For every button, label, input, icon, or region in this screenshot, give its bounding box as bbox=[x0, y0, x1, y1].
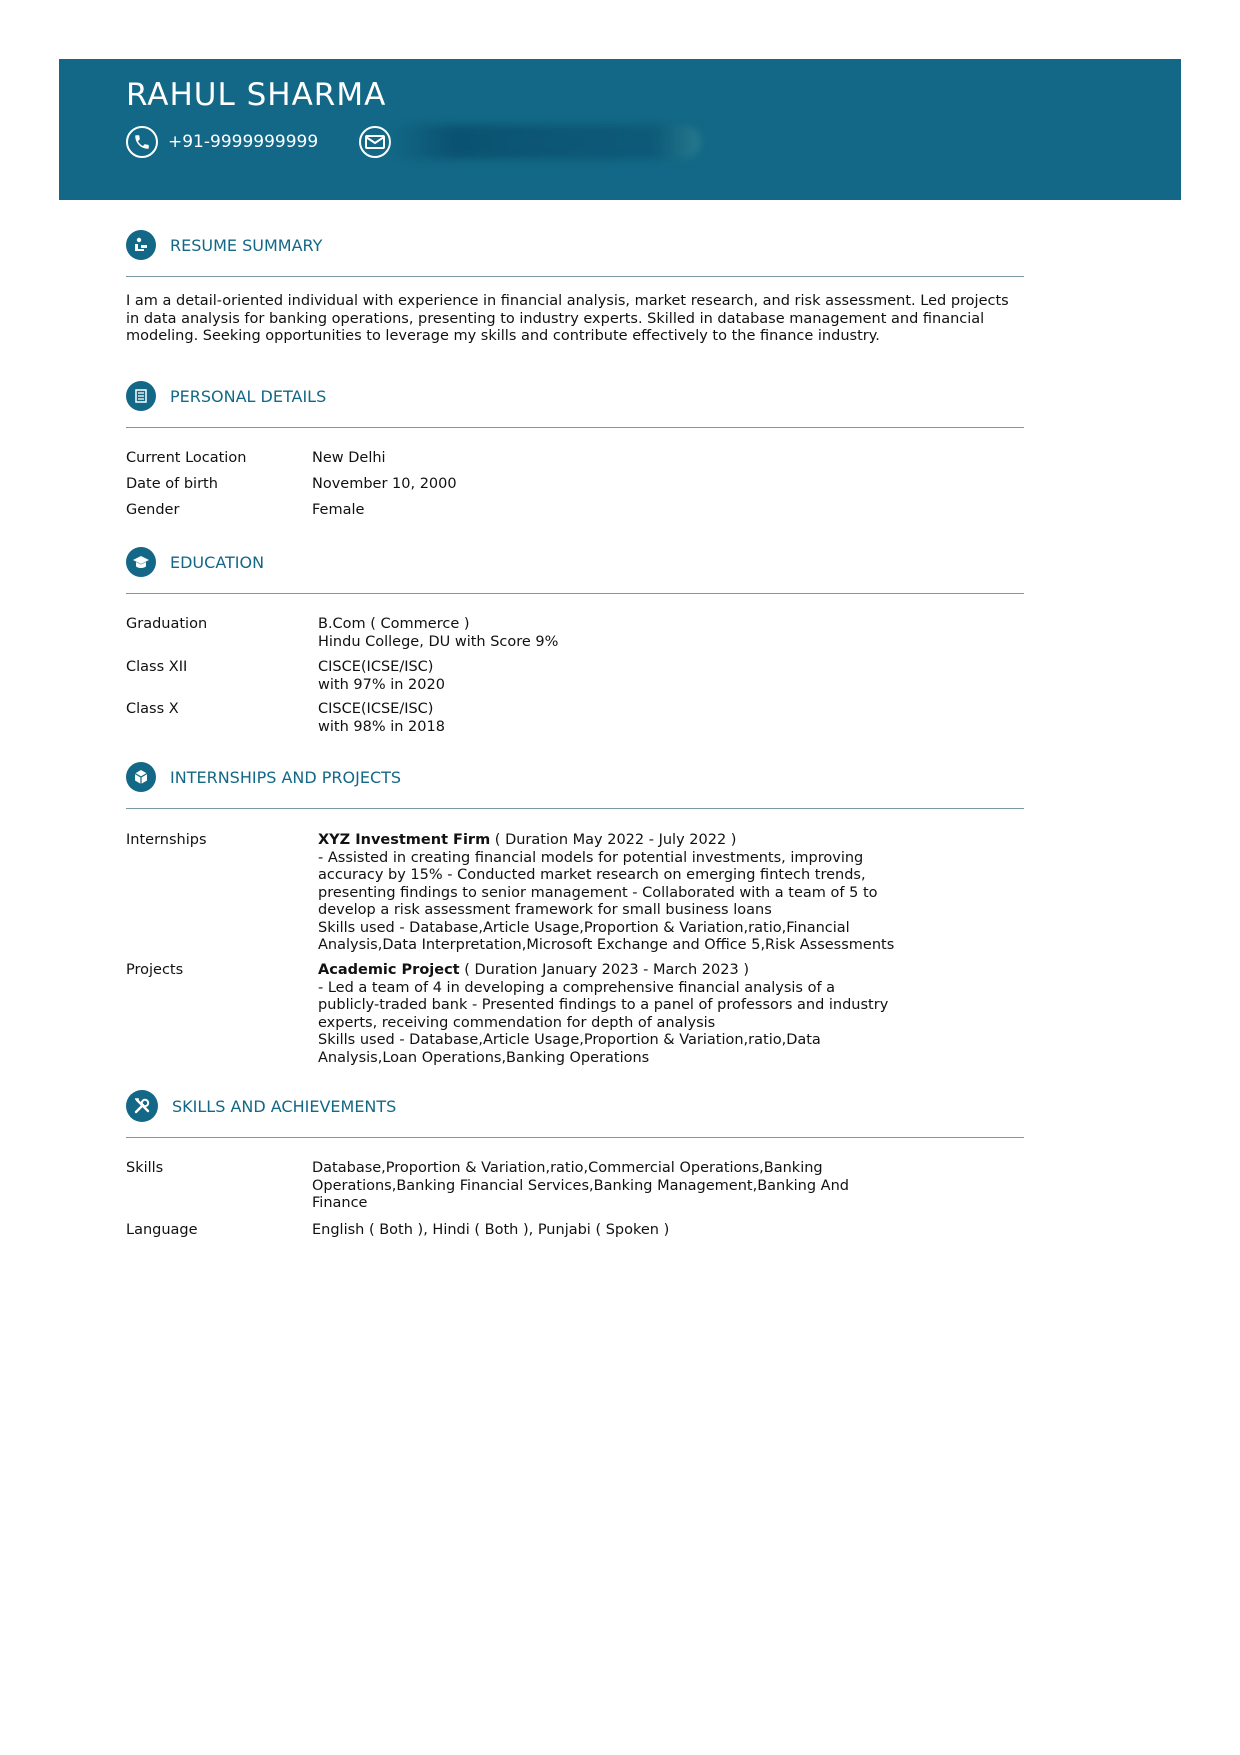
internship-skills-line: Skills used - Database,Article Usage,Proportion & Variation,ratio,Financial bbox=[318, 919, 850, 936]
detail-label: Current Location bbox=[126, 450, 247, 466]
internship-line: - Assisted in creating financial models for potential investments, improving bbox=[318, 849, 864, 866]
summary-icon bbox=[126, 230, 156, 260]
email-contact bbox=[359, 126, 701, 158]
detail-value: New Delhi bbox=[312, 450, 386, 466]
section-title: PERSONAL DETAILS bbox=[170, 386, 327, 406]
education-degree: B.Com ( Commerce ) bbox=[318, 616, 470, 632]
cube-icon bbox=[126, 762, 156, 792]
internship-org: XYZ Investment Firm bbox=[318, 832, 491, 848]
education-score: with 97% in 2020 bbox=[318, 676, 445, 693]
internship-skills-line: Analysis,Data Interpretation,Microsoft Exchange and Office 5,Risk Assessments bbox=[318, 937, 895, 953]
skills-line: Operations,Banking Financial Services,Banking Management,Banking And bbox=[312, 1177, 849, 1194]
section-divider bbox=[126, 593, 1024, 594]
section-internships-header bbox=[126, 762, 401, 792]
internship-line: presenting findings to senior management - Collaborated with a team of 5 to bbox=[318, 884, 878, 901]
entry-label: Internships bbox=[126, 832, 207, 848]
project-skills-line: Skills used - Database,Article Usage,Proportion & Variation,ratio,Data bbox=[318, 1032, 821, 1048]
internship-line: accuracy by 15% - Conducted market research on emerging fintech trends, bbox=[318, 867, 866, 883]
skills-line: Database,Proportion & Variation,ratio,Commercial Operations,Banking bbox=[312, 1160, 823, 1176]
education-label: Class XII bbox=[126, 659, 188, 675]
phone-contact bbox=[126, 126, 318, 158]
section-divider bbox=[126, 808, 1024, 809]
detail-label: Gender bbox=[126, 502, 180, 518]
email-icon bbox=[359, 126, 391, 158]
project-details bbox=[318, 962, 888, 1067]
internship-details bbox=[318, 832, 894, 955]
education-score: with 98% in 2018 bbox=[318, 718, 445, 735]
section-divider bbox=[126, 427, 1024, 428]
education-institution: Hindu College, DU with Score 9% bbox=[318, 633, 559, 650]
internship-line: develop a risk assessment framework for small business loans bbox=[318, 902, 772, 918]
phone-number[interactable]: +91-9999999999 bbox=[168, 132, 319, 152]
summary-text: I am a detail-oriented individual with experience in financial analysis, market research, and risk assessment. Led projects in data analysis for banking operations, presenting to industry experts. Skilled in database management and financial modeling. Seeking opportunities to leverage my skills and contribute effectively to the finance industry. bbox=[126, 293, 1009, 344]
project-line: experts, receiving commendation for depth of analysis bbox=[318, 1014, 716, 1031]
detail-value: November 10, 2000 bbox=[312, 476, 457, 492]
detail-value: Female bbox=[312, 502, 365, 518]
phone-icon bbox=[126, 126, 158, 158]
internship-duration: ( Duration May 2022 - July 2022 ) bbox=[490, 832, 737, 848]
details-list-icon bbox=[126, 381, 156, 411]
section-divider bbox=[126, 1137, 1024, 1138]
language-value: English ( Both ), Hindi ( Both ), Punjabi ( Spoken ) bbox=[312, 1222, 670, 1238]
education-board: CISCE(ICSE/ISC) bbox=[318, 659, 434, 675]
project-skills-line: Analysis,Loan Operations,Banking Operations bbox=[318, 1049, 650, 1066]
tools-icon bbox=[126, 1090, 158, 1122]
entry-label: Projects bbox=[126, 962, 184, 978]
graduation-cap-icon bbox=[126, 547, 156, 577]
skills-list bbox=[312, 1160, 849, 1213]
project-line: publicly-traded bank - Presented findings to a panel of professors and industry bbox=[318, 997, 889, 1013]
section-divider bbox=[126, 276, 1024, 277]
education-board: CISCE(ICSE/ISC) bbox=[318, 701, 434, 717]
section-title: EDUCATION bbox=[170, 552, 265, 572]
section-title: SKILLS AND ACHIEVEMENTS bbox=[172, 1096, 397, 1116]
section-title: RESUME SUMMARY bbox=[170, 235, 323, 255]
project-duration: ( Duration January 2023 - March 2023 ) bbox=[459, 962, 749, 978]
email-address-redacted bbox=[391, 125, 701, 159]
section-title: INTERNSHIPS AND PROJECTS bbox=[170, 767, 402, 787]
education-label: Graduation bbox=[126, 616, 208, 632]
education-label: Class X bbox=[126, 701, 179, 717]
section-skills-header bbox=[126, 1091, 396, 1121]
language-label: Language bbox=[126, 1222, 198, 1238]
project-name: Academic Project bbox=[318, 962, 460, 978]
skills-label: Skills bbox=[126, 1160, 164, 1176]
candidate-name: RAHUL SHARMA bbox=[126, 77, 387, 113]
project-line: - Led a team of 4 in developing a comprehensive financial analysis of a bbox=[318, 979, 836, 996]
skills-line: Finance bbox=[312, 1195, 368, 1211]
detail-label: Date of birth bbox=[126, 476, 218, 492]
section-education-header bbox=[126, 547, 264, 577]
section-summary-header bbox=[126, 230, 322, 260]
resume-header bbox=[59, 59, 1181, 200]
section-personal-header bbox=[126, 381, 326, 411]
